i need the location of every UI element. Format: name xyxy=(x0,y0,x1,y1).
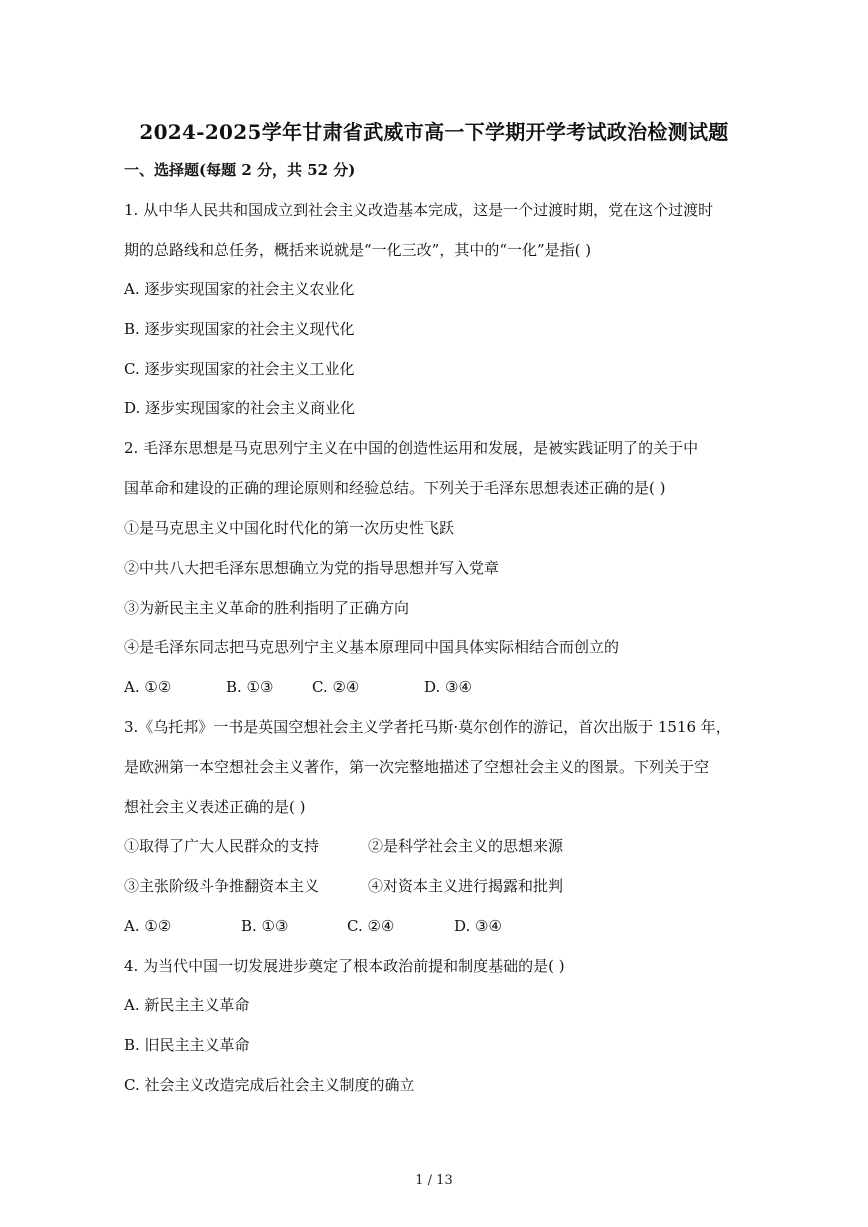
q4-option-b: B. 旧民主主义革命 xyxy=(124,1036,250,1054)
q3-options-row xyxy=(124,916,502,936)
q2-option-a: A. ①② xyxy=(124,678,172,696)
q1-option-c: C. 逐步实现国家的社会主义工业化 xyxy=(124,360,355,378)
q4-option-a: A. 新民主主义革命 xyxy=(124,996,250,1014)
q4-stem-line1: 4. 为当代中国一切发展进步奠定了根本政治前提和制度基础的是( ) xyxy=(124,957,565,975)
q2-statement-2: ②中共八大把毛泽东思想确立为党的指导思想并写入党章 xyxy=(124,559,500,577)
q3-stem-line3: 想社会主义表述正确的是( ) xyxy=(124,798,306,816)
page-title: 2024-2025学年甘肃省武威市高一下学期开学考试政治检测试题 xyxy=(139,120,729,144)
q4-option-c: C. 社会主义改造完成后社会主义制度的确立 xyxy=(124,1076,415,1094)
q3-statement-1: ①取得了广大人民群众的支持 xyxy=(124,837,320,855)
page-number: 1 / 13 xyxy=(415,1173,453,1188)
q3-statement-2: ②是科学社会主义的思想来源 xyxy=(368,837,564,855)
q3-option-c: C. ②④ xyxy=(347,917,395,935)
q2-option-b: B. ①③ xyxy=(226,678,274,696)
q2-stem-line2: 国革命和建设的正确的理论原则和经验总结。下列关于毛泽东思想表述正确的是( ) xyxy=(124,479,666,497)
q2-option-c: C. ②④ xyxy=(312,678,360,696)
q2-stem-line1: 2. 毛泽东思想是马克思列宁主义在中国的创造性运用和发展，是被实践证明了的关于中 xyxy=(124,439,699,457)
q3-option-a: A. ①② xyxy=(124,917,172,935)
q3-option-b: B. ①③ xyxy=(241,917,289,935)
q3-statement-3: ③主张阶级斗争推翻资本主义 xyxy=(124,877,320,895)
q1-stem-line1: 1. 从中华人民共和国成立到社会主义改造基本完成，这是一个过渡时期，党在这个过渡时 xyxy=(124,201,714,219)
q3-stem-line1: 3.《乌托邦》一书是英国空想社会主义学者托马斯·莫尔创作的游记，首次出版于 1516 年， xyxy=(124,718,731,736)
q1-option-d: D. 逐步实现国家的社会主义商业化 xyxy=(124,399,356,417)
q3-statements-row1 xyxy=(124,836,563,856)
q1-stem-line2: 期的总路线和总任务，概括来说就是“一化三改”，其中的“一化”是指( ) xyxy=(124,241,592,259)
q2-options-row xyxy=(124,677,472,697)
q2-statement-1: ①是马克思主义中国化时代化的第一次历史性飞跃 xyxy=(124,519,455,537)
q3-statement-4: ④对资本主义进行揭露和批判 xyxy=(368,877,564,895)
q1-option-b: B. 逐步实现国家的社会主义现代化 xyxy=(124,320,355,338)
q3-stem-line2: 是欧洲第一本空想社会主义著作，第一次完整地描述了空想社会主义的图景。下列关于空 xyxy=(124,758,710,776)
q3-statements-row2 xyxy=(124,876,563,896)
section-heading: 一、选择题(每题 2 分，共 52 分) xyxy=(124,161,356,179)
q1-option-a: A. 逐步实现国家的社会主义农业化 xyxy=(124,280,355,298)
q2-option-d: D. ③④ xyxy=(424,678,472,696)
q2-statement-3: ③为新民主主义革命的胜利指明了正确方向 xyxy=(124,599,410,617)
q2-statement-4: ④是毛泽东同志把马克思列宁主义基本原理同中国具体实际相结合而创立的 xyxy=(124,638,620,656)
q3-option-d: D. ③④ xyxy=(454,917,502,935)
